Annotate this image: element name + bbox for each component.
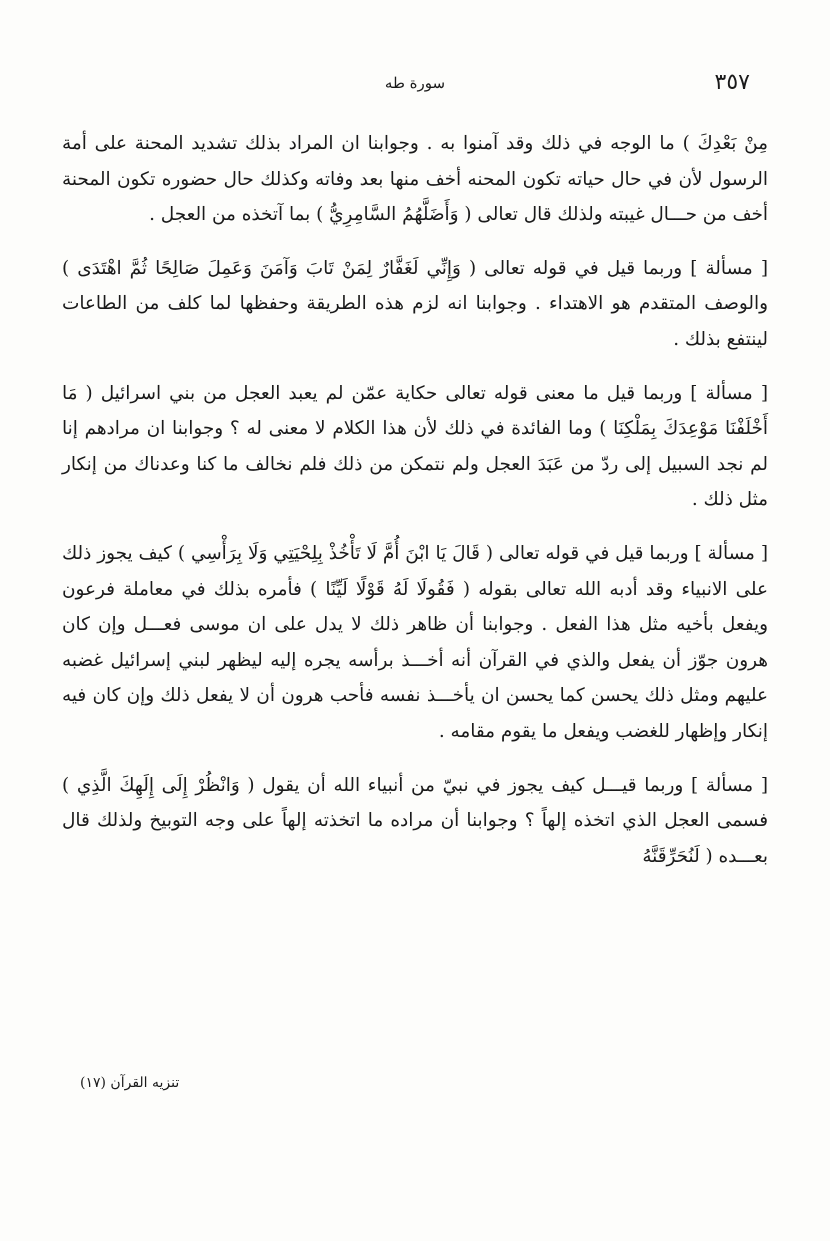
paragraph-masala-promise: [ مسألة ] وربما قيل ما معنى قوله تعالى حكاية عمّن لم يعبد العجل من بني اسرائيل ( مَا أَخْلَفْنَا مَوْعِدَكَ بِمَلْكِنَا ) وما الفائدة في ذلك لأن هذا الكلام لا معنى له ؟ وجوابنا ان مرادهم إنا لم نجد السبيل إلى ردّ من عَبَدَ العجل ولم نتمكن من ذلك فلم نخالف ما كنا وعدناك من إنكار مثل ذلك . [62, 382, 768, 511]
page-body [62, 126, 768, 874]
running-header [80, 70, 750, 100]
paragraph-masala-repentance: [ مسألة ] وربما قيل في قوله تعالى ( وَإِنِّي لَغَفَّارٌ لِمَنْ تَابَ وَآمَنَ وَعَمِلَ صَالِحًا ثُمَّ اهْتَدَى ) والوصف المتقدم هو الاهتداء . وجوابنا انه لزم هذه الطريقة وحفظها لما كلف من الطاعات لينتفع بذلك . [62, 257, 768, 350]
footer-signature: تنزيه القرآن (١٧) [80, 1075, 180, 1091]
paragraph-masala-beard: [ مسألة ] وربما قيل في قوله تعالى ( قَالَ يَا ابْنَ أُمَّ لَا تَأْخُذْ بِلِحْيَتِي وَلَا بِرَأْسِي ) كيف يجوز ذلك على الانبياء وقد أدبه الله تعالى بقوله ( فَقُولَا لَهُ قَوْلًا لَيِّنًا ) فأمره بذلك في معاملة فرعون ويفعل بأخيه مثل هذا الفعل . وجوابنا أن ظاهر ذلك لا يدل على ان موسى فعـــل وإن كان هرون جوّز أن يفعل والذي في القرآن أنه أخـــذ برأسه يجره إليه ليظهر لبني إسرائيل غضبه عليهم ومثل ذلك يحسن كما يحسن ان يأخـــذ نفسه فأحب هرون أن لا يفعل ذلك وإن كان فيه إنكار وإظهار للغضب ويفعل ما يقوم مقامه . [62, 542, 768, 742]
page-number: ٣٥٧ [714, 70, 750, 95]
paragraph-masala-god: [ مسألة ] وربما قيـــل كيف يجوز في نبيّ من أنبياء الله أن يقول ( وَانْظُرْ إِلَى إِلَهِكَ الَّذِي ) فسمى العجل الذي اتخذه إلهاً ؟ وجوابنا أن مراده ما اتخذته إلهاً على وجه التوبيخ ولذلك قال بعـــده ( لَنُحَرِّقَنَّهُ [62, 774, 768, 867]
page-footer [80, 1073, 750, 1099]
paragraph-continuation: مِنْ بَعْدِكَ ) ما الوجه في ذلك وقد آمنوا به . وجوابنا ان المراد بذلك تشديد المحنة على أمة الرسول لأن في حال حياته تكون المحنه أخف منها بعد وفاته وكذلك حال حضوره تكون المحنة أخف من حـــال غيبته ولذلك قال تعالى ( وَأَضَلَّهُمُ السَّامِرِيُّ ) بما آتخذه من العجل . [62, 133, 768, 226]
surah-title: سورة طه [384, 74, 446, 92]
